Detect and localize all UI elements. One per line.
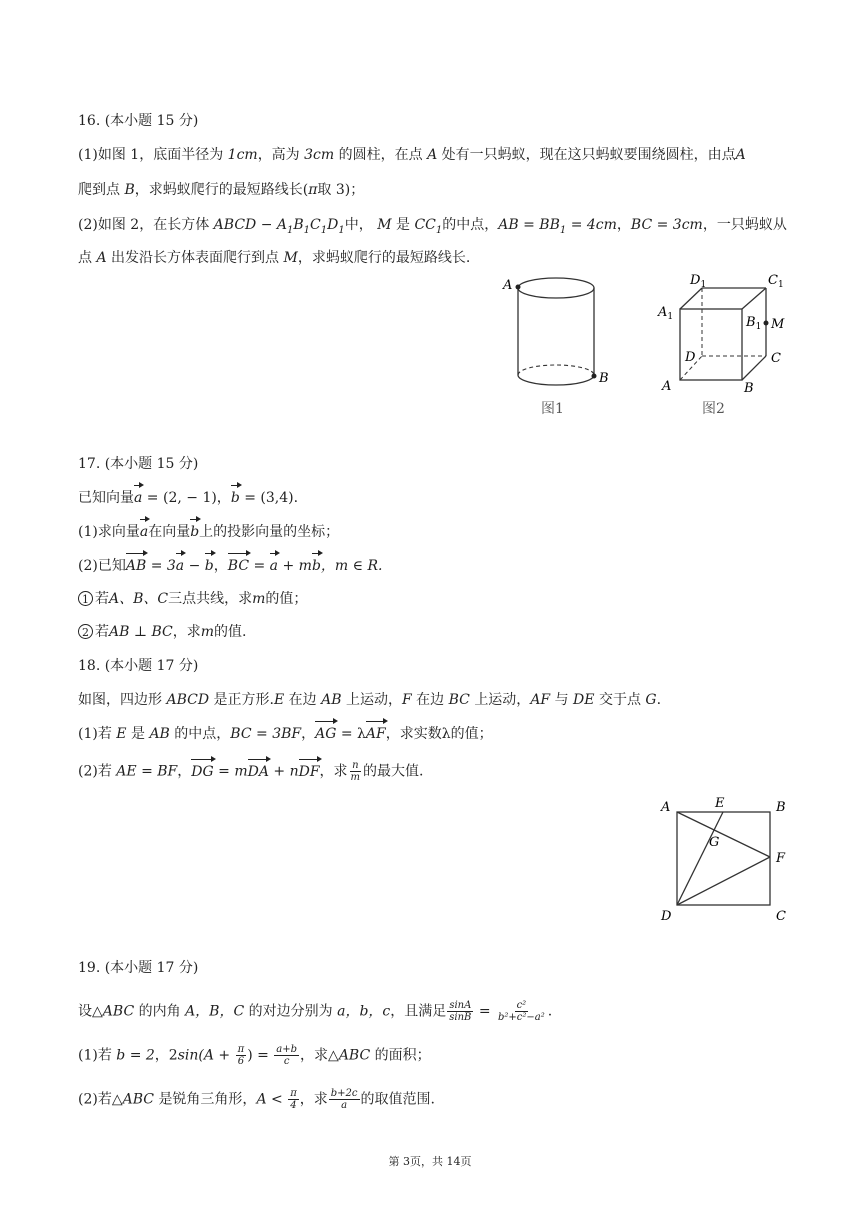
q18-intro-h: 交于点 [598,692,641,708]
square-abcd [677,812,770,905]
cuboid-edge-b1c1 [742,288,766,309]
q17-p1-vec-b: b [190,524,200,540]
q16-p1-height: 3cm [304,147,335,163]
square-label-f: F [776,851,786,866]
q19-intro-sides: a，b，c [337,1003,391,1020]
q17-sub1-a: 若 [95,591,109,607]
q19-fraction-c2 [496,1000,547,1023]
q18-intro-c: 在边 [288,692,317,708]
segment-de [677,812,723,905]
q19-fraction-sin [447,1000,473,1023]
q17-p2-vec-a: a [175,558,185,574]
square-label-c: C [776,909,786,924]
q17-p2-eq1: = 3 [146,558,176,574]
cuboid-edge-bc [742,356,766,380]
q19-p2-c: ，求 [299,1091,328,1108]
q17-p2-vec-b: b [204,558,214,574]
q18-intro-f-text: 上运动， [474,692,531,708]
q19-p1-c: ，2 [154,1047,178,1064]
q18-intro-b: 是正方形. [213,692,274,708]
q16-part2-line2 [78,248,470,268]
q16-p2-cc-sub: 1 [435,224,443,236]
cylinder-point-b-dot [592,374,597,379]
q18-vec-df: DF [298,763,320,780]
cylinder-point-a-dot [516,285,521,290]
segment-af [677,812,770,857]
cylinder-label-a: A [503,278,513,293]
cuboid-label-a1-text: A [658,305,668,320]
q16-p1-point-a: A [427,147,438,163]
q19-intro-b: 的内角 [138,1003,181,1020]
q17-p2-vec-b2: b [311,558,321,574]
q18-p1-a: (1)若 [78,726,112,742]
q17-p2-tail: ，m ∈ R. [320,558,383,574]
q18-intro-af: AF [530,692,551,708]
q16-p1-text-a: (1)如图 1，底面半径为 [78,147,224,163]
q16-p1-point-a2: A [735,147,746,163]
q17-vec-bc: BC [227,558,250,574]
q16-p2-text-a: (2)如图 2，在长方体 [78,217,210,233]
q19-f3-num: π [237,1044,245,1055]
q18-frac-den: m [350,772,361,783]
q19-f2-num: c² [516,1000,527,1011]
square-label-d: D [661,909,672,924]
q18-intro-d: 上运动， [345,692,402,708]
q17-part2 [78,556,382,576]
cuboid-label-d: D [685,350,696,365]
q18-p1-d: ， [301,726,316,742]
q17-sub1-d: 的值； [265,591,308,607]
q18-vec-da: DA [247,763,269,780]
q16-p2-eq1-sub: 1 [559,224,567,236]
q17-p2-vec-a2: a [269,558,279,574]
cylinder-bottom-front [518,375,594,385]
q17-sub1-c: 三点共线，求 [168,591,253,607]
q18-p1-b: 是 [130,726,145,742]
q17-p1-vec-a: a [139,524,149,540]
q19-f4-num: a+b [276,1044,298,1055]
q16-p1-line2-c: 取 3)； [317,182,365,198]
cuboid-label-c1 [768,273,784,290]
q18-p1-c: 的中点， [174,726,231,742]
q19-fraction-pi4 [288,1088,299,1111]
q18-p2-n: + n [268,763,299,780]
q17-sub2 [78,622,246,642]
figure-1-caption: 图1 [541,401,564,417]
q19-intro-abc: ABC [102,1003,135,1020]
q17-vec-ab: AB [125,558,147,574]
q17-header-text: 17. (本小题 15 分) [78,456,199,472]
q18-intro-e-text: 在边 [416,692,445,708]
q19-p1-abc: ABC [338,1047,371,1064]
q16-p2-sub-b: 1 [303,224,311,236]
cuboid-edge-a1d1 [680,288,702,309]
q19-f4-den: c [283,1056,290,1067]
q16-header-text: 16. (本小题 15 分) [78,113,199,129]
q18-intro-de: DE [573,692,595,708]
q17-given-eq1: = (2, − 1)， [142,490,231,506]
q19-intro-d: ，且满足 [390,1003,447,1020]
q17-sub2-perp: AB ⊥ BC [109,624,173,640]
q18-p1-e-text: ，求实数λ的值； [385,726,493,742]
q17-sub1-points: A、B、C [109,591,169,607]
q17-sub1 [78,589,307,609]
q16-p2-is: 是 [396,217,410,233]
cuboid-label-d1 [689,273,706,290]
q19-p2-d: 的取值范围. [360,1091,435,1108]
square-label-a: A [661,800,671,815]
q16-p1-text-d: 处有一只蚂蚁，现在这只蚂蚁要围绕圆柱，由点 [441,147,736,163]
q18-intro-a: 如图，四边形 [78,692,162,708]
q17-p2-eq2: = [249,558,270,574]
q19-p1-f: ，求△ [300,1047,339,1064]
q16-p1-text-b: ，高为 [257,147,300,163]
q17-p2-minus: − [184,558,205,574]
q19-p1-g: 的面积； [374,1047,431,1064]
cuboid-label-d1-sub: 1 [700,280,707,290]
cylinder-bottom-back [518,365,594,375]
cuboid-label-b1-text: B [746,315,756,330]
q18-header-text: 18. (本小题 17 分) [78,658,199,674]
q19-p2-abc: ABC [122,1091,154,1108]
q16-p2-eq2: BC = 3cm [630,217,703,233]
q16-p2-cc-text: CC [414,217,436,233]
q16-p2-point-m: M [377,217,392,233]
q19-p2-a-ineq: A < [256,1091,288,1108]
q16-p2-box-text: ABCD − A [213,217,287,233]
q18-intro-end: . [656,692,662,708]
square-label-b: B [776,800,786,815]
q18-p2-d: 的最大值. [363,763,424,780]
q16-p1-point-b: B [124,182,135,198]
figure-1-cylinder [495,272,625,422]
cuboid-label-b1-sub: 1 [755,322,762,332]
q16-header [78,111,198,131]
q19-p2-a: (2)若△ [78,1091,123,1108]
q18-part2 [78,760,423,783]
segment-df [677,857,770,905]
q17-given [78,488,298,508]
q18-vec-ag: AG [315,726,337,742]
q18-p1-lambda: = λ [336,726,366,742]
cuboid-label-d1-text: D [690,273,701,288]
q17-header [78,454,198,474]
q16-p2-point-a: A [96,250,107,266]
q18-p1-ab: AB [149,726,170,742]
q19-f5-den: 4 [290,1100,297,1111]
q19-part2 [78,1088,435,1111]
q19-f1-den: sinB [449,1012,472,1023]
q17-p2-text-a: (2)已知 [78,558,126,574]
q16-p1-radius: 1cm [227,147,258,163]
cuboid-label-c1-sub: 1 [777,280,784,290]
q19-p1-e: ) = [247,1047,274,1064]
q16-p2-sub-d: 1 [338,224,345,236]
q17-sub2-m: m [200,624,215,640]
q18-frac-num: n [352,760,359,771]
q16-p2-line2-a: 点 [78,250,92,266]
q19-p1-b: b = 2 [116,1047,155,1064]
q18-p2-b: ， [177,763,192,780]
figure-2-caption: 图2 [702,401,725,417]
q19-fraction-range [329,1088,360,1111]
q17-given-text: 已知向量 [78,490,134,506]
q18-intro-e: E [273,692,285,708]
q16-p2-midpoint-text: 的中点， [442,217,499,233]
q17-sub1-m: m [252,591,266,607]
q18-p2-m: = m [213,763,248,780]
q16-p2-tail: ，一只蚂蚁从 [702,217,787,233]
q17-p2-plus: + m [278,558,312,574]
q16-p2-eq1b: = 4cm [566,217,617,233]
q18-p1-eq: BC = 3BF [230,726,302,742]
page-footer: 第 3页，共 14页 [388,1155,472,1168]
q19-header-text: 19. (本小题 17 分) [78,960,199,976]
q19-intro-eq: = [474,1003,496,1020]
cylinder-label-b: B [599,371,609,386]
q16-p1-pi: π [308,182,318,198]
square-label-g: G [709,835,720,850]
q18-intro-ab: AB [321,692,342,708]
q16-p2-mid: 中， [344,217,373,233]
cuboid-point-m-dot [764,321,769,326]
q18-header [78,656,198,676]
q19-f6-den: a [341,1100,348,1111]
cuboid-label-a1 [657,305,673,322]
q16-p2-sub-a: 1 [287,224,294,236]
cuboid-label-m: M [771,317,785,332]
q17-sub2-a: 若 [95,624,109,640]
q19-f5-num: π [290,1088,297,1099]
q17-p1-text-c: 上的投影向量的坐标； [199,524,340,540]
q19-intro-e: . [547,1003,553,1020]
q19-intro-c: 的对边分别为 [248,1003,333,1020]
q16-p1-line2-a: 爬到点 [78,182,120,198]
figure-3-square [655,795,795,927]
q16-p2-line2-b: 出发沿长方体表面爬行到点 [111,250,280,266]
q18-p2-c: ，求 [319,763,348,780]
q16-p2-eq1 [498,217,617,236]
q19-f3-den: 6 [237,1056,245,1067]
cuboid-label-c: C [771,351,781,366]
q19-f2-den: b²+c²−a² [498,1012,545,1023]
cylinder-top-ellipse [518,278,594,298]
q18-intro-f-point: F [401,692,412,708]
q19-p1-d: (A + [198,1047,235,1064]
q19-f1-num: sinA [449,1000,472,1011]
cuboid-label-a1-sub: 1 [667,312,674,322]
q17-p1-text-a: (1)求向量 [78,524,140,540]
q16-p1-text-c: 的圆柱，在点 [338,147,423,163]
q19-intro-angles: A，B，C [185,1003,245,1020]
q17-sub2-c: ，求 [172,624,201,640]
q19-p2-b: 是锐角三角形， [158,1091,257,1108]
q18-intro-g-point: G [645,692,657,708]
q18-vec-af: AF [365,726,386,742]
q17-vec-a: a [134,490,143,506]
cuboid-label-b1 [745,315,761,332]
q16-p2-sub-c: 1 [320,224,328,236]
q18-intro-g-text: 与 [554,692,569,708]
figure-2-cuboid [652,272,802,422]
q18-p2-eq: AE = BF [116,763,178,780]
q18-intro-bc: BC [448,692,470,708]
cuboid-label-b: B [744,381,754,396]
q17-given-eq2: = (3,4). [239,490,299,506]
q19-fraction-pi6 [236,1044,247,1067]
q19-intro-a: 设△ [78,1003,103,1020]
q19-p1-a: (1)若 [78,1047,112,1064]
q16-p2-sep: ， [616,217,631,233]
q19-header [78,958,198,978]
cuboid-label-a: A [662,379,672,394]
q18-fraction [349,760,362,783]
q17-part1 [78,522,339,542]
q16-p1-line2-b: ，求蚂蚁爬行的最短路线长( [134,182,309,198]
q16-p2-line2-c: ，求蚂蚁爬行的最短路线长. [297,250,471,266]
q19-p1-sin: sin [177,1047,199,1064]
q19-fraction-ab-c [274,1044,299,1067]
q16-part1-line1 [78,145,746,165]
q16-p2-cc1 [414,217,443,236]
q18-p2-a: (2)若 [78,763,112,780]
q18-intro-abcd: ABCD [166,692,210,708]
q18-vec-dg: DG [191,763,214,780]
q18-p1-e: E [116,726,127,742]
q17-circled-2: 2 [78,624,93,639]
q16-p2-box: ABCD − $A_1B_1C_1D_1$ [213,217,345,236]
q16-part2-line1 [78,215,787,235]
q16-p2-point-m2: M [283,250,298,266]
q17-sub2-d: 的值. [214,624,247,640]
q19-part1 [78,1044,431,1067]
q16-part1-line2 [78,180,364,200]
q18-part1 [78,724,493,744]
q17-p2-comma: ， [213,558,228,574]
q17-circled-1: 1 [78,591,93,606]
square-label-e: E [715,796,725,811]
q17-vec-b: b [230,490,240,506]
q18-intro [78,690,661,710]
cuboid-label-c1-text: C [768,273,778,288]
q19-intro [78,1000,552,1023]
q19-f6-num: b+2c [330,1088,358,1099]
q17-p1-text-b: 在向量 [148,524,191,540]
q16-p2-eq1-text: AB = BB [498,217,560,233]
